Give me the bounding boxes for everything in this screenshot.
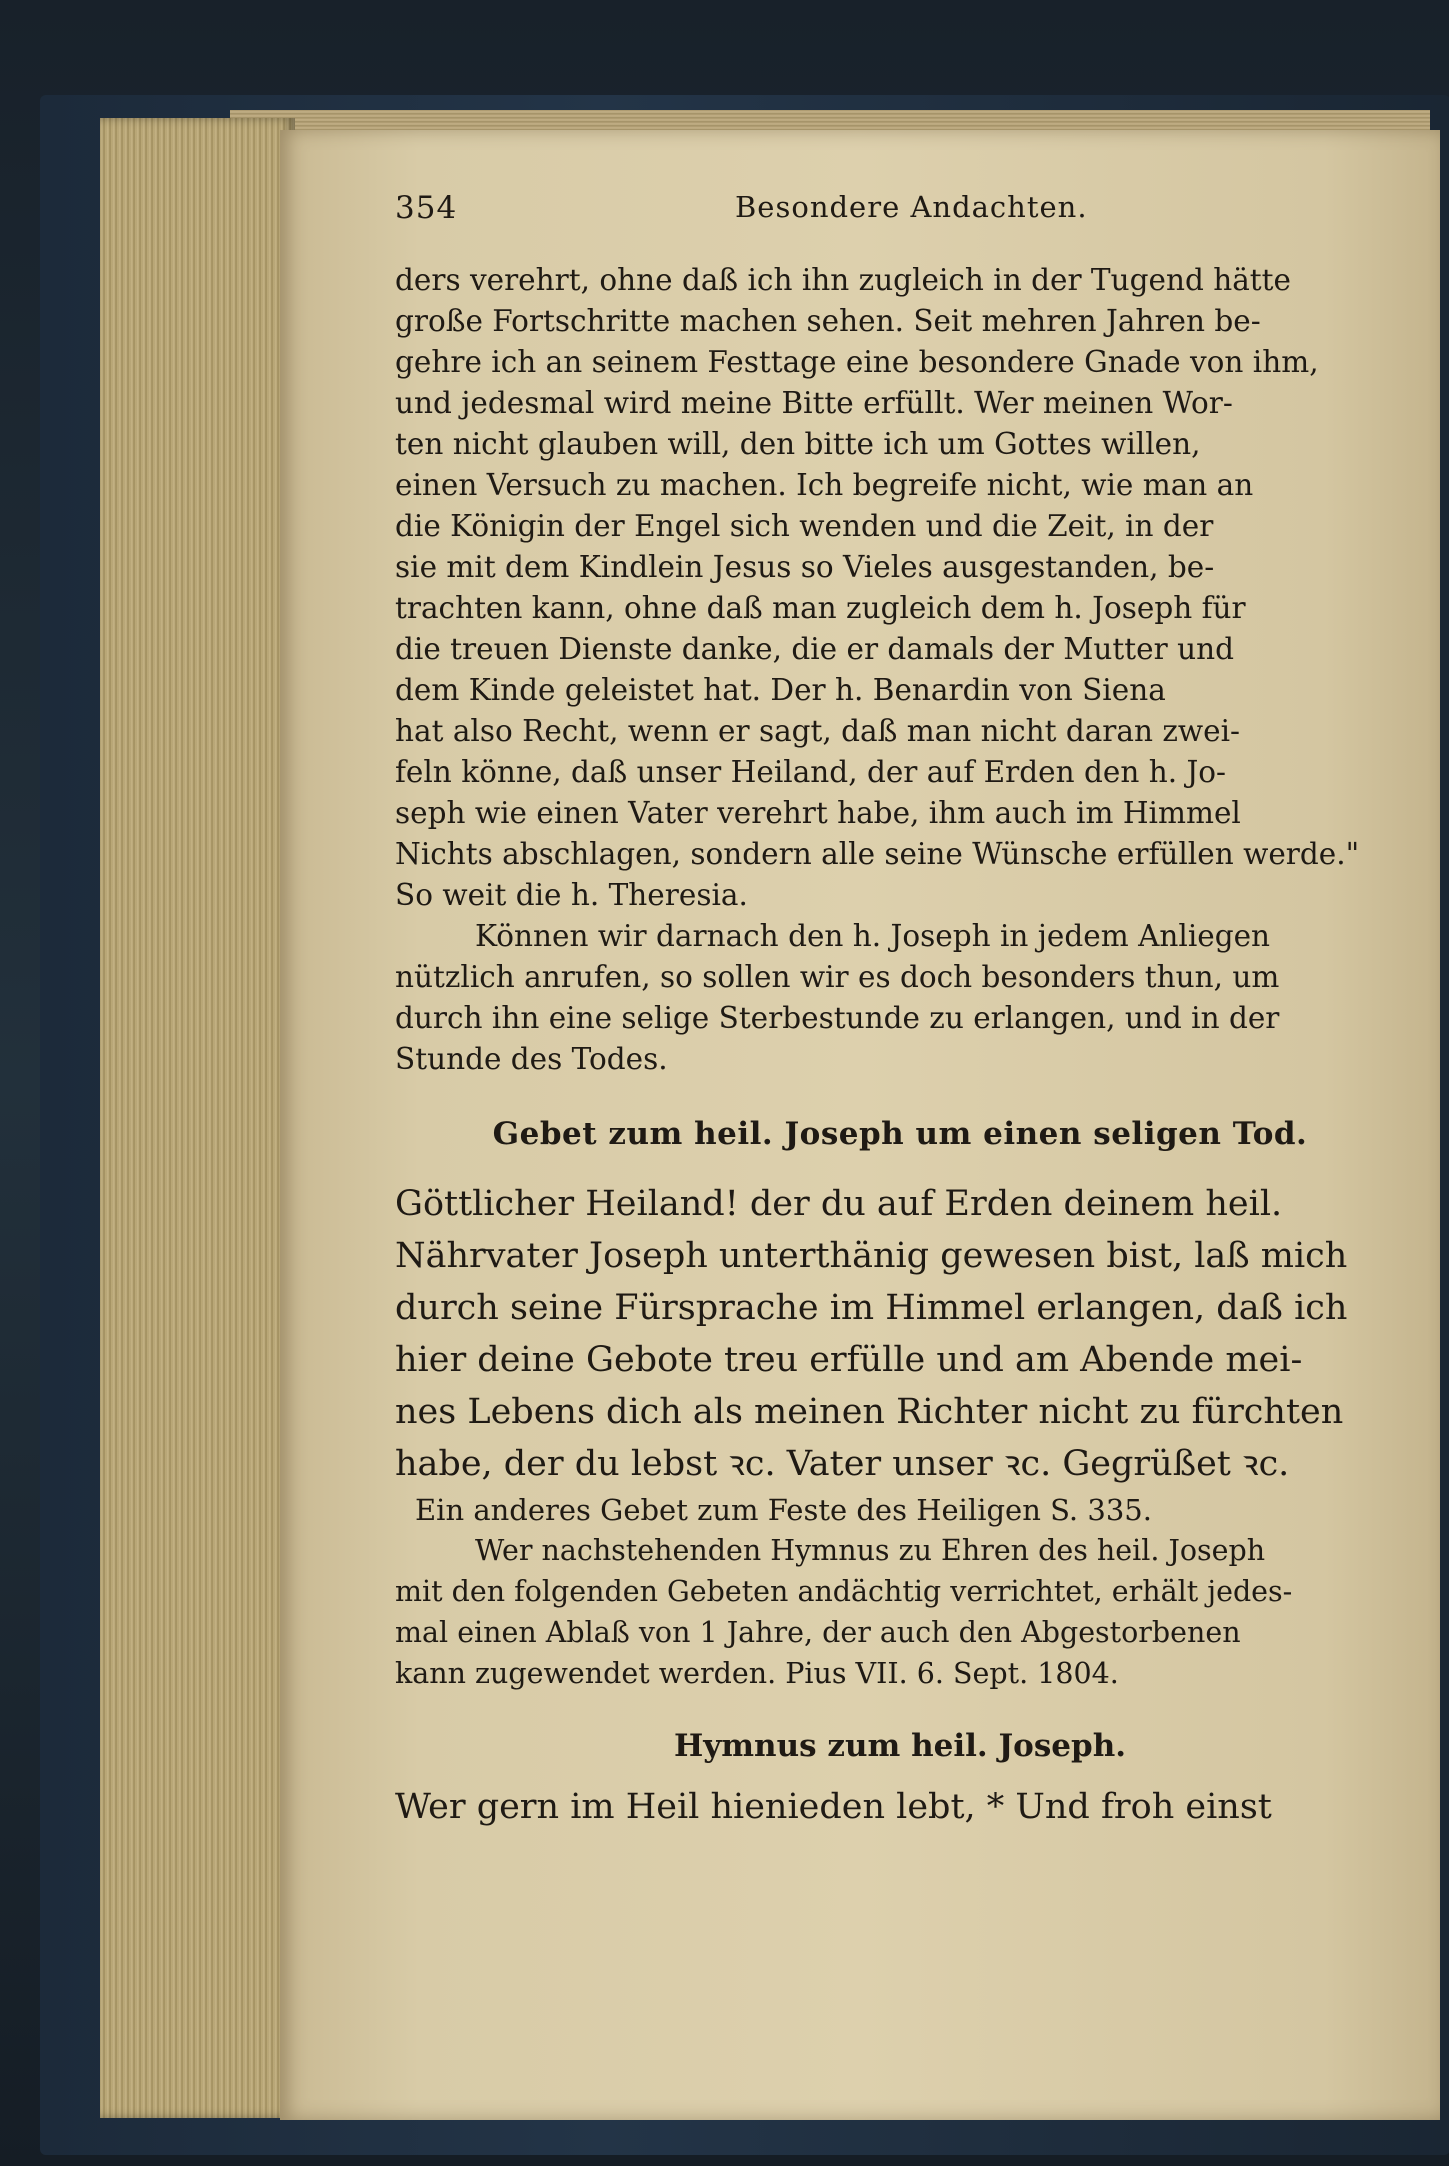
text-line: die Königin der Engel sich wenden und die Zeit, in der bbox=[395, 509, 1214, 543]
prayer-line: Nährvater Joseph unterthänig gewesen bist, laß mich bbox=[395, 1236, 1348, 1276]
text-line: Nichts abschlagen, sondern alle seine Wünsche erfüllen werde." bbox=[395, 837, 1360, 871]
indulgence-note bbox=[395, 1530, 1405, 1694]
text-line: durch ihn eine selige Sterbestunde zu erlangen, und in der bbox=[395, 1001, 1280, 1035]
hymn-first-line: Wer gern im Heil hienieden lebt, * Und froh einst bbox=[395, 1787, 1272, 1827]
text-line: feln könne, daß unser Heiland, der auf Erden den h. Jo- bbox=[395, 755, 1227, 789]
text-line: Können wir darnach den h. Joseph in jedem Anliegen bbox=[475, 919, 1271, 953]
hymn-heading: Hymnus zum heil. Joseph. bbox=[673, 1728, 1127, 1764]
paragraph-second bbox=[395, 916, 1405, 1080]
text-line: mit den folgenden Gebeten andächtig verrichtet, erhält jedes- bbox=[395, 1575, 1293, 1608]
text-line: einen Versuch zu machen. Ich begreife nicht, wie man an bbox=[395, 468, 1254, 502]
text-line: trachten kann, ohne daß man zugleich dem h. Joseph für bbox=[395, 591, 1246, 625]
text-line: gehre ich an seinem Festtage eine besondere Gnade von ihm, bbox=[395, 345, 1319, 379]
text-line: und jedesmal wird meine Bitte erfüllt. Wer meinen Wor- bbox=[395, 386, 1233, 420]
text-line: hat also Recht, wenn er sagt, daß man nicht daran zwei- bbox=[395, 714, 1241, 748]
prayer-line: durch seine Fürsprache im Himmel erlangen, daß ich bbox=[395, 1288, 1348, 1328]
text-line: dem Kinde geleistet hat. Der h. Benardin von Siena bbox=[395, 673, 1166, 707]
running-title: Besondere Andachten. bbox=[735, 190, 1088, 224]
prayer-line: nes Lebens dich als meinen Richter nicht zu fürchten bbox=[395, 1392, 1344, 1432]
text-line: ders verehrt, ohne daß ich ihn zugleich in der Tugend hätte bbox=[395, 263, 1291, 297]
text-line: Stunde des Todes. bbox=[395, 1042, 668, 1076]
prayer-text bbox=[395, 1178, 1405, 1490]
text-line: sie mit dem Kindlein Jesus so Vieles ausgestanden, be- bbox=[395, 550, 1215, 584]
page-number: 354 bbox=[395, 190, 458, 226]
text-line: kann zugewendet werden. Pius VII. 6. Sept. 1804. bbox=[395, 1657, 1119, 1690]
page-block-edge bbox=[100, 118, 295, 2118]
prayer-line: hier deine Gebote treu erfülle und am Abende mei- bbox=[395, 1340, 1303, 1380]
paragraph-continued bbox=[395, 260, 1405, 916]
text-line: die treuen Dienste danke, die er damals der Mutter und bbox=[395, 632, 1234, 666]
page-content bbox=[395, 190, 1405, 1832]
prayer-line: Göttlicher Heiland! der du auf Erden deinem heil. bbox=[395, 1184, 1283, 1224]
text-line: nützlich anrufen, so sollen wir es doch besonders thun, um bbox=[395, 960, 1280, 994]
text-line: mal einen Ablaß von 1 Jahre, der auch den Abgestorbenen bbox=[395, 1616, 1241, 1649]
text-line: große Fortschritte machen sehen. Seit mehren Jahren be- bbox=[395, 304, 1261, 338]
prayer-heading: Gebet zum heil. Joseph um einen seligen Tod. bbox=[492, 1116, 1308, 1152]
text-line: Wer nachstehenden Hymnus zu Ehren des heil. Joseph bbox=[475, 1534, 1266, 1567]
prayer-line: habe, der du lebst ꝛc. Vater unser ꝛc. Gegrüßet ꝛc. bbox=[395, 1444, 1290, 1484]
text-line: So weit die h. Theresia. bbox=[395, 878, 748, 912]
running-head bbox=[395, 190, 1405, 250]
text-line: seph wie einen Vater verehrt habe, ihm auch im Himmel bbox=[395, 796, 1241, 830]
text-line: ten nicht glauben will, den bitte ich um Gottes willen, bbox=[395, 427, 1201, 461]
cross-reference: Ein anderes Gebet zum Feste des Heiligen S. 335. bbox=[415, 1493, 1152, 1527]
